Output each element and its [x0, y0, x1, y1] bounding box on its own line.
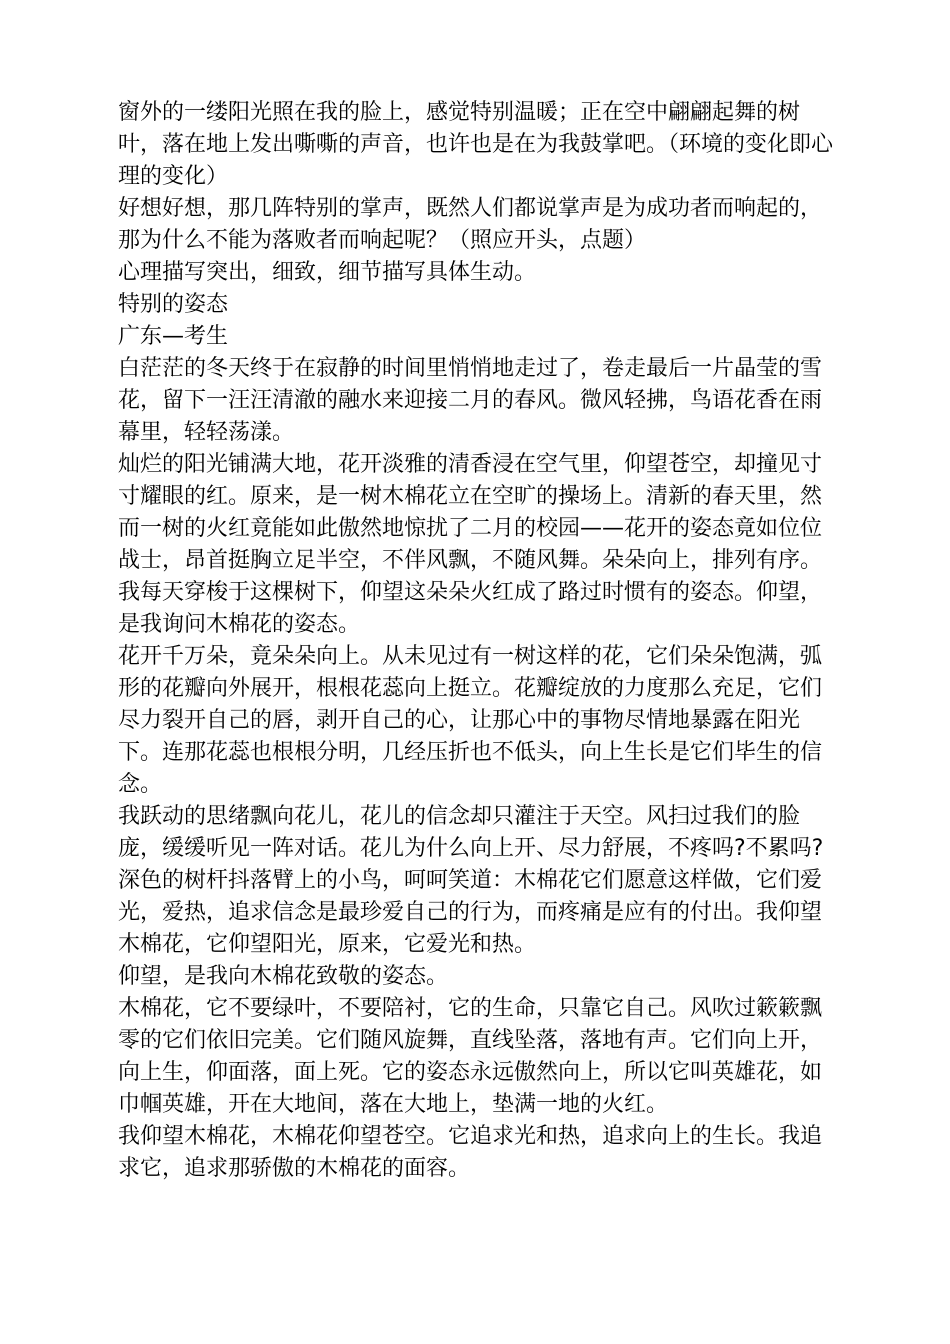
- paragraph-hero-flower: 木棉花，它不要绿叶，不要陪衬，它的生命，只靠它自己。风吹过簌簌飘零的它们依旧完美。它们随风旋舞，直线坠落，落地有声。它们向上开，向上生，仰面落，面上死。它的姿态永远傲然向上，所以它叫英雄花，如巾帼英雄，开在大地间，落在大地上，垫满一地的火红。: [118, 996, 823, 1117]
- paragraph-kapok-tree: 灿烂的阳光铺满大地，花开淡雅的清香浸在空气里，仰望苍空，却撞见寸寸耀眼的红。原来，是一树木棉花立在空旷的操场上。清新的春天里，然而一树的火红竟能如此傲然地惊扰了二月的校园——花开的姿态竟如位位战士，昂首挺胸立足半空，不伴风飘，不随风舞。朵朵向上，排列有序。我每天穿梭于这棵树下，仰望这朵朵火红成了路过时惯有的姿态。仰望，是我询问木棉花的姿态。: [118, 452, 823, 637]
- paragraph-environment-change: 窗外的一缕阳光照在我的脸上，感觉特别温暖；正在空中翩翩起舞的树叶，落在地上发出嘶嘶的声音，也许也是在为我鼓掌吧。（环境的变化即心理的变化）: [118, 100, 834, 189]
- paragraph-conclusion: 我仰望木棉花，木棉花仰望苍空。它追求光和热，追求向上的生长。我追求它，追求那骄傲的木棉花的面容。: [118, 1124, 823, 1181]
- paragraph-flowers-upward: 花开千万朵，竟朵朵向上。从未见过有一树这样的花，它们朵朵饱满，弧形的花瓣向外展开，根根花蕊向上挺立。花瓣绽放的力度那么充足，它们尽力裂开自己的唇，剥开自己的心，让那心中的事物尽情地暴露在阳光下。连那花蕊也根根分明，几经压折也不低头，向上生长是它们毕生的信念。: [118, 644, 823, 797]
- paragraph-applause-question: 好想好想，那几阵特别的掌声，既然人们都说掌声是为成功者而响起的，那为什么不能为落败者而响起呢？（照应开头，点题）: [118, 196, 823, 253]
- essay-author: 广东—考生: [118, 324, 229, 349]
- paragraph-conversation: 我跃动的思绪飘向花儿，花儿的信念却只灌注于天空。风扫过我们的脸庞，缓缓听见一阵对话。花儿为什么向上开、尽力舒展，不疼吗?不累吗?深色的树杆抖落臂上的小鸟，呵呵笑道：木棉花它们愿意这样做，它们爱光，爱热，追求信念是最珍爱自己的行为，而疼痛是应有的付出。我仰望木棉花，它仰望阳光，原来，它爱光和热。: [118, 804, 824, 957]
- paragraph-comment: 心理描写突出，细致，细节描写具体生动。: [118, 260, 537, 285]
- paragraph-salute: 仰望，是我向木棉花致敬的姿态。: [118, 964, 449, 989]
- essay-title: 特别的姿态: [118, 292, 229, 317]
- paragraph-winter-passing: 白茫茫的冬天终于在寂静的时间里悄悄地走过了，卷走最后一片晶莹的雪花，留下一汪汪清澈的融水来迎接二月的春风。微风轻拂，鸟语花香在雨幕里，轻轻荡漾。: [118, 356, 823, 445]
- document-body: [118, 97, 838, 1185]
